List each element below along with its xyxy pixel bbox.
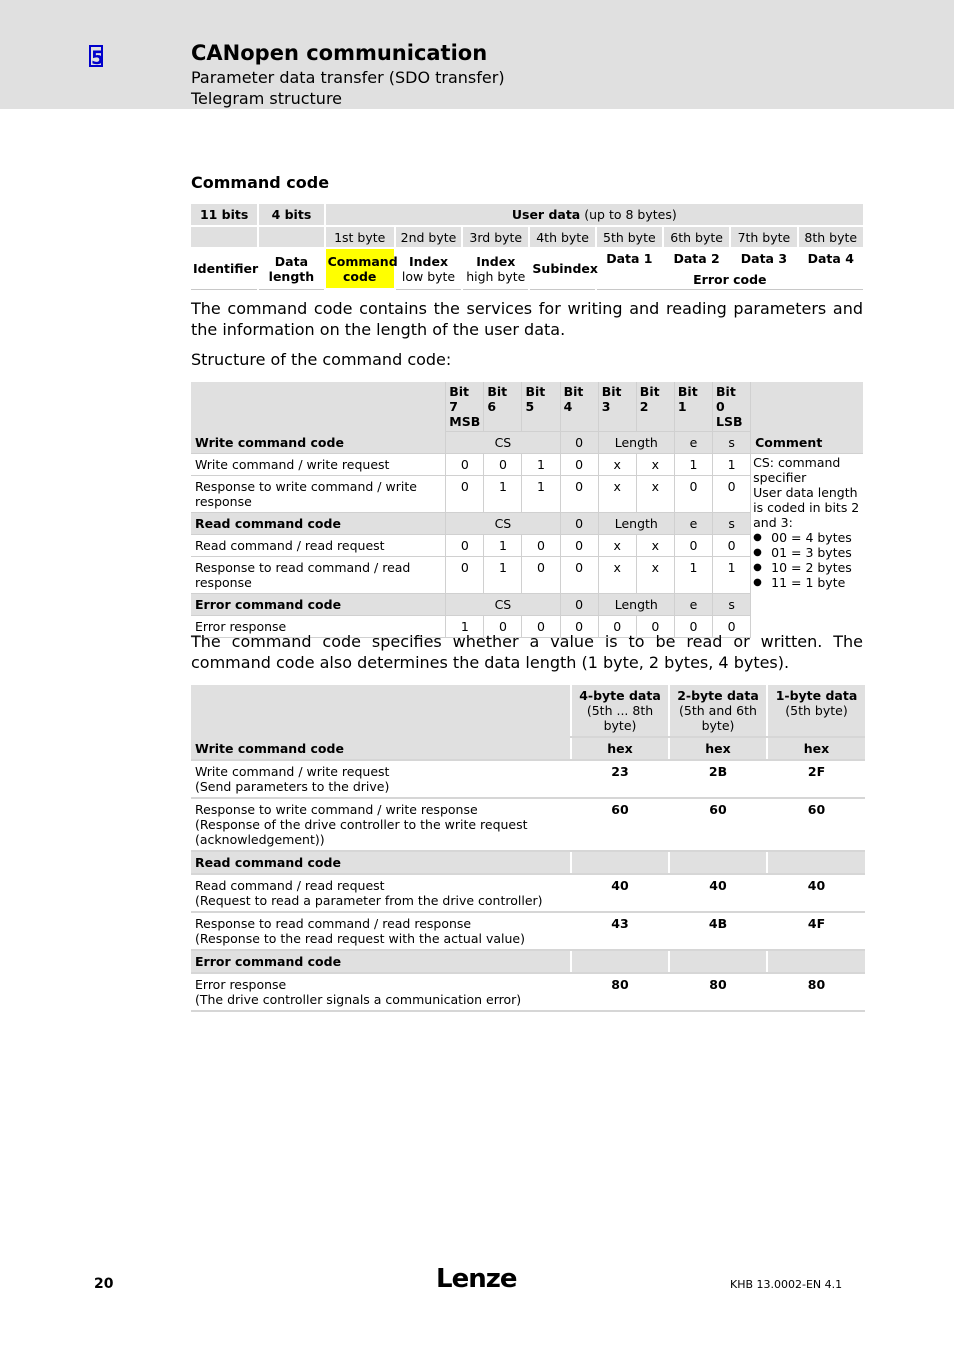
table-row-label: Response to write command / write response <box>191 476 446 513</box>
document-id: KHB 13.0002-EN 4.1 <box>730 1278 843 1291</box>
byte-label: 2nd byte <box>395 226 462 248</box>
list-item: ● 10 = 2 bytes <box>753 560 861 575</box>
page-title: CANopen communication <box>191 41 488 65</box>
bit-value: x <box>598 476 636 513</box>
index-low-sub: low byte <box>401 268 456 284</box>
bit-value: 1 <box>484 535 522 557</box>
comment-cell <box>751 454 863 638</box>
index-low-label: Index <box>408 253 449 269</box>
column-header <box>767 685 865 737</box>
error-code-cell: Error code <box>596 269 864 289</box>
hex-value: 80 <box>767 973 865 1011</box>
e-field: e <box>674 513 712 535</box>
data-label: Data 4 <box>798 248 864 269</box>
bit-value: 0 <box>560 557 598 594</box>
bit-value: 0 <box>446 476 484 513</box>
chapter-number: 5 <box>91 47 105 69</box>
paragraph-command-code: The command code contains the services for writing and reading parameters and the information on the length of the user data. <box>191 299 863 339</box>
table-row-label <box>191 760 571 798</box>
hex-value: 23 <box>571 760 669 798</box>
bit-value: 0 <box>560 535 598 557</box>
bit4-field: 0 <box>560 594 598 616</box>
hex-label: hex <box>767 737 865 760</box>
command-structure-table <box>191 382 863 638</box>
table-row-label <box>191 798 571 851</box>
data-label: Data 2 <box>663 248 730 269</box>
comment-line: User data length is coded in bits 2 and 3: <box>753 485 860 530</box>
hex-value: 80 <box>571 973 669 1011</box>
user-data-note: (up to 8 bytes) <box>584 207 677 222</box>
bit-value: 0 <box>484 454 522 476</box>
column-header-sub: (5th ... 8th byte) <box>586 703 654 733</box>
length-field: Length <box>598 513 674 535</box>
list-item: ● 01 = 3 bytes <box>753 545 861 560</box>
byte-label: 1st byte <box>325 226 395 248</box>
bit-value: 0 <box>713 616 751 638</box>
bit-header: Bit 4 <box>560 382 598 432</box>
comment-header: Comment <box>751 382 863 454</box>
row-description: (Response to the read request with the actual value) <box>195 931 525 946</box>
hex-value: 43 <box>571 912 669 950</box>
cs-field: CS <box>446 513 560 535</box>
s-field: s <box>713 513 751 535</box>
byte-label: 3rd byte <box>462 226 529 248</box>
row-description: (Response of the drive controller to the write request (acknowledgement)) <box>195 817 528 847</box>
index-high-cell <box>462 248 529 289</box>
s-field: s <box>713 594 751 616</box>
length-field: Length <box>598 594 674 616</box>
read-command-code-title: Read command code <box>191 851 571 874</box>
empty-cell <box>571 950 669 973</box>
bit-value: 0 <box>484 616 522 638</box>
bit-value: x <box>598 535 636 557</box>
hex-value: 60 <box>767 798 865 851</box>
bit-value: x <box>598 454 636 476</box>
bit-value: 0 <box>446 535 484 557</box>
data-label: Data 1 <box>596 248 663 269</box>
bit-value: 0 <box>560 454 598 476</box>
bit-value: 1 <box>713 557 751 594</box>
write-command-code-title: Write command code <box>191 685 571 760</box>
bit-header: Bit 5 <box>522 382 560 432</box>
hex-value: 4B <box>669 912 767 950</box>
bit-value: 0 <box>713 476 751 513</box>
row-title: Read command / read request <box>195 878 385 893</box>
row-title: Response to write command / write response <box>195 802 478 817</box>
bit-value: 1 <box>522 476 560 513</box>
index-high-label: Index <box>476 253 516 269</box>
bit-header: Bit 3 <box>598 382 636 432</box>
table-row-label <box>191 973 571 1011</box>
column-header-title: 4-byte data <box>579 688 661 703</box>
empty-cell <box>669 950 767 973</box>
page-subtitle-1: Parameter data transfer (SDO transfer) <box>191 68 505 87</box>
hex-code-table <box>191 685 865 1012</box>
table-row-label <box>191 912 571 950</box>
row-description: (Send parameters to the drive) <box>195 779 390 794</box>
column-header-sub: (5th byte) <box>785 703 848 718</box>
cs-field: CS <box>446 594 560 616</box>
bit-header: Bit 7 MSB <box>446 382 484 432</box>
bit-value: 0 <box>560 616 598 638</box>
column-header <box>669 685 767 737</box>
bit-value: x <box>636 557 674 594</box>
bit-value: 0 <box>713 535 751 557</box>
hex-value: 60 <box>669 798 767 851</box>
bit-value: 1 <box>484 476 522 513</box>
empty-cell <box>258 226 324 248</box>
empty-cell <box>669 851 767 874</box>
bit4-field: 0 <box>560 432 598 454</box>
bit-value: x <box>636 454 674 476</box>
data-label: Data 3 <box>730 248 797 269</box>
bit-value: 1 <box>446 616 484 638</box>
telegram-table <box>189 202 865 290</box>
bit-header: Bit 1 <box>674 382 712 432</box>
hex-label: hex <box>571 737 669 760</box>
subindex-cell: Subindex <box>529 248 595 289</box>
hex-value: 40 <box>571 874 669 912</box>
table-row-label: Error response <box>191 616 446 638</box>
read-command-code-title: Read command code <box>191 513 446 535</box>
list-item: ● 11 = 1 byte <box>753 575 861 590</box>
row-description: (The drive controller signals a communication error) <box>195 992 522 1007</box>
bit-value: 0 <box>446 454 484 476</box>
bit-value: 0 <box>636 616 674 638</box>
user-data-label: User data <box>511 207 581 222</box>
bit-value: 0 <box>446 557 484 594</box>
column-header-title: 1-byte data <box>775 688 858 703</box>
cs-field: CS <box>446 432 560 454</box>
bit-value: x <box>636 535 674 557</box>
index-low-cell <box>395 248 462 289</box>
hex-value: 4F <box>767 912 865 950</box>
error-command-code-title: Error command code <box>191 950 571 973</box>
bit4-field: 0 <box>560 513 598 535</box>
length-field: Length <box>598 432 674 454</box>
comment-bullets <box>753 530 861 590</box>
column-header-sub: (5th and 6th byte) <box>679 703 757 733</box>
bit-value: 1 <box>713 454 751 476</box>
page-subtitle-2: Telegram structure <box>191 89 343 108</box>
bit-value: x <box>636 476 674 513</box>
byte-label: 6th byte <box>663 226 730 248</box>
bit-value: 1 <box>674 454 712 476</box>
bit-value: 1 <box>484 557 522 594</box>
table-row-label: Write command / write request <box>191 454 446 476</box>
bit-value: 1 <box>674 557 712 594</box>
write-command-code-title: Write command code <box>191 382 446 454</box>
command-code-cell: Command code <box>325 248 395 289</box>
byte-label: 7th byte <box>730 226 797 248</box>
bit-value: 0 <box>674 476 712 513</box>
empty-cell <box>190 226 258 248</box>
error-command-code-title: Error command code <box>191 594 446 616</box>
hex-value: 2F <box>767 760 865 798</box>
data-length-bits: 4 bits <box>258 203 324 226</box>
bit-value: 0 <box>522 557 560 594</box>
page-number: 20 <box>94 1276 114 1292</box>
bit-value: 0 <box>674 535 712 557</box>
bit-value: 0 <box>674 616 712 638</box>
byte-label: 4th byte <box>529 226 595 248</box>
bit-value: 0 <box>560 476 598 513</box>
bit-header: Bit 6 <box>484 382 522 432</box>
row-title: Write command / write request <box>195 764 390 779</box>
identifier-cell: Identifier <box>190 248 258 289</box>
hex-value: 60 <box>571 798 669 851</box>
byte-label: 5th byte <box>596 226 663 248</box>
hex-value: 80 <box>669 973 767 1011</box>
section-title: Command code <box>191 173 330 192</box>
comment-line: CS: command specifier <box>753 455 841 485</box>
row-title: Response to read command / read response <box>195 916 472 931</box>
e-field: e <box>674 594 712 616</box>
lenze-logo: Lenze <box>436 1264 517 1294</box>
e-field: e <box>674 432 712 454</box>
bit-header: Bit 0 LSB <box>713 382 751 432</box>
column-header <box>571 685 669 737</box>
table-row-label: Read command / read request <box>191 535 446 557</box>
user-data-header <box>325 203 864 226</box>
bit-value: 1 <box>522 454 560 476</box>
hex-label: hex <box>669 737 767 760</box>
row-title: Error response <box>195 977 287 992</box>
index-high-sub: high byte <box>466 268 526 284</box>
empty-cell <box>571 851 669 874</box>
byte-label: 8th byte <box>798 226 864 248</box>
column-header-title: 2-byte data <box>677 688 759 703</box>
empty-cell <box>767 851 865 874</box>
bit-value: 0 <box>522 616 560 638</box>
table-row-label <box>191 874 571 912</box>
identifier-bits: 11 bits <box>190 203 258 226</box>
list-item: ● 00 = 4 bytes <box>753 530 861 545</box>
paragraph-structure: Structure of the command code: <box>191 350 452 369</box>
hex-value: 40 <box>669 874 767 912</box>
bit-header: Bit 2 <box>636 382 674 432</box>
bit-value: x <box>598 557 636 594</box>
bit-value: 0 <box>598 616 636 638</box>
row-description: (Request to read a parameter from the drive controller) <box>195 893 543 908</box>
s-field: s <box>713 432 751 454</box>
data-length-cell: Data length <box>258 248 324 289</box>
table-row-label: Response to read command / read response <box>191 557 446 594</box>
paragraph-specifies: The command code specifies whether a value is to be read or written. The command code also determines the data length (1 byte, 2 bytes, 4 bytes). <box>191 632 863 672</box>
empty-cell <box>767 950 865 973</box>
hex-value: 40 <box>767 874 865 912</box>
hex-value: 2B <box>669 760 767 798</box>
bit-value: 0 <box>522 535 560 557</box>
